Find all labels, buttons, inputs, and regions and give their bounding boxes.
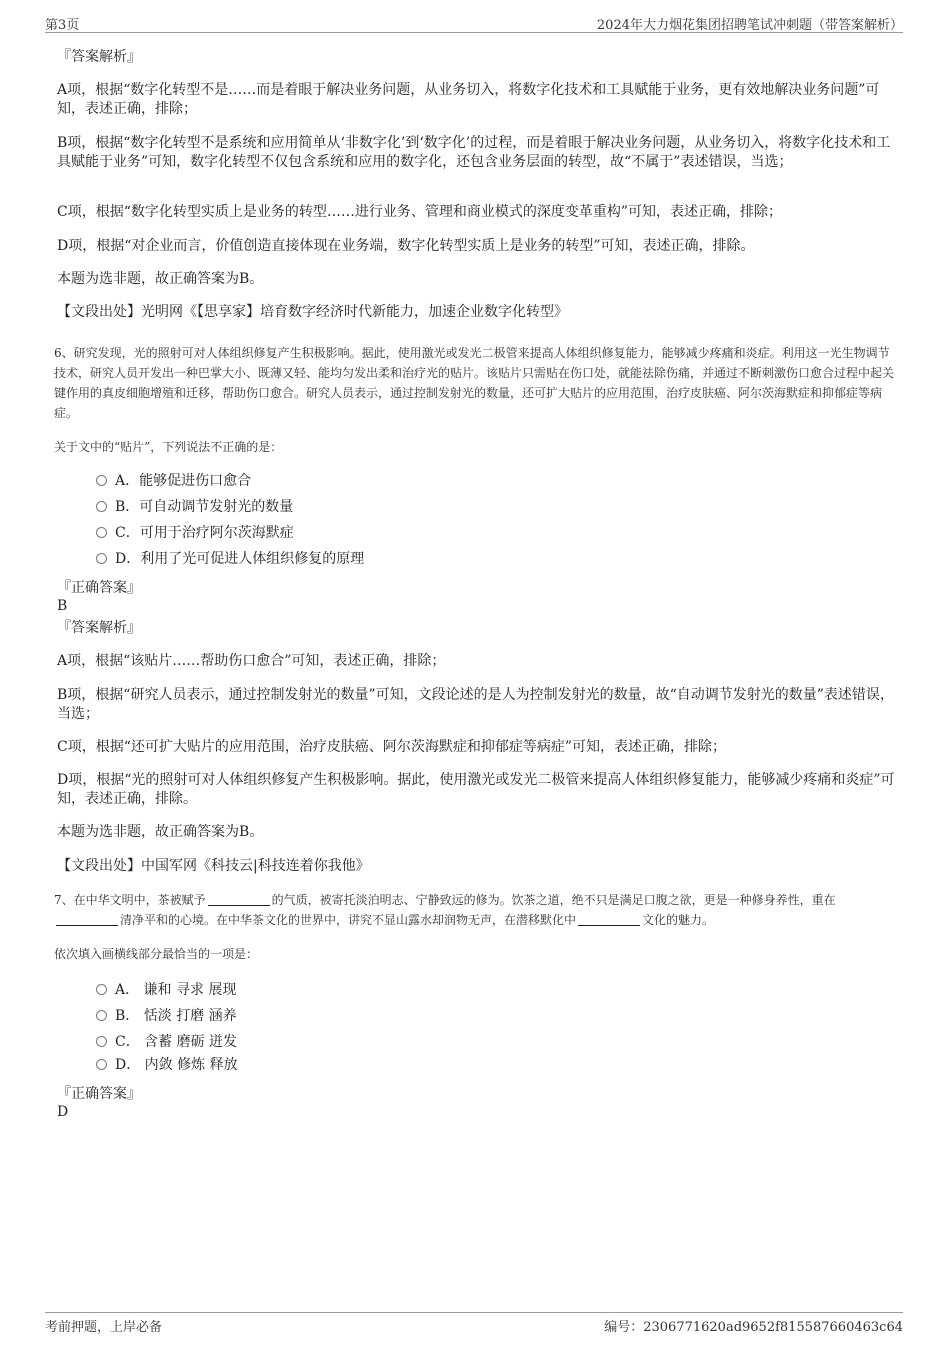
q6-source: 【文段出处】中国军网《科技云|科技连着你我他》 — [57, 858, 370, 874]
radio-icon[interactable] — [96, 1010, 107, 1021]
q6-option-b[interactable]: B．可自动调节发射光的数量 — [96, 497, 293, 517]
q6-option-a[interactable]: A．能够促进伤口愈合 — [96, 471, 251, 491]
q5-analysis-title: 『答案解析』 — [57, 49, 141, 65]
q7-passage: 7、在中华文明中，茶被赋予 的气质，被寄托淡泊明志、宁静致远的修为。饮茶之道，绝不只是满足口腹之欲，更是一种修身养性，重在清净平和的心境。在中华茶文化的世界中，讲究不显山露水却润物无声，在潜移默化中 文化的魅力。 — [54, 893, 836, 927]
q5-analysis-a: A项，根据“数字化转型不是……而是着眼于解决业务问题，从业务切入，将数字化技术和工具赋能于业务，更有效地解决业务问题”可知，表述正确，排除； — [57, 82, 880, 117]
document-title: 2024年大力烟花集团招聘笔试冲刺题（带答案解析） — [596, 18, 903, 33]
q5-analysis-c: C项，根据“数字化转型实质上是业务的转型……进行业务、管理和商业模式的深度变革重构”可知，表述正确，排除； — [57, 204, 783, 220]
radio-icon[interactable] — [96, 501, 107, 512]
q6-analysis-c: C项，根据“还可扩大贴片的应用范围，治疗皮肤癌、阿尔茨海默症和抑郁症等病症”可知，表述正确，排除； — [57, 739, 727, 755]
radio-icon[interactable] — [96, 475, 107, 486]
q7-option-a[interactable]: A． 谦和 寻求 展现 — [96, 980, 236, 1000]
q5-analysis-d: D项，根据“对企业而言，价值创造直接体现在业务端，数字化转型实质上是业务的转型”可知，表述正确，排除。 — [57, 238, 755, 254]
q6-question: 关于文中的“贴片”，下列说法不正确的是： — [54, 440, 283, 454]
q6-analysis-title: 『答案解析』 — [57, 620, 141, 636]
q6-conclusion: 本题为选非题，故正确答案为B。 — [57, 824, 264, 840]
q6-passage: 6、研究发现，光的照射可对人体组织修复产生积极影响。据此，使用激光或发光二极管来提高人体组织修复能力，能够减少疼痛和炎症。利用这一光生物调节技术，研究人员开发出一种巴掌大小、既薄又轻、能均匀发出柔和治疗光的贴片。该贴片只需贴在伤口处，就能祛除伤痛，并通过不断刺激伤口愈合过程中起关键作用的真皮细胞增殖和迁移，帮助伤口愈合。研究人员表示，通过控制发射光的数量，还可扩大贴片的应用范围，治疗皮肤癌、阿尔茨海默症和抑郁症等病症。 — [54, 346, 895, 420]
q7-question: 依次填入画横线部分最恰当的一项是： — [54, 947, 259, 961]
q6-analysis-d: D项，根据“光的照射可对人体组织修复产生积极影响。据此，使用激光或发光二极管来提高人体组织修复能力，能够减少疼痛和炎症”可知，表述正确，排除。 — [57, 772, 895, 807]
footer-slogan: 考前押题，上岸必备 — [45, 1320, 163, 1335]
page-header — [45, 14, 903, 33]
radio-icon[interactable] — [96, 1036, 107, 1047]
q7-option-c[interactable]: C． 含蓄 磨砺 迸发 — [96, 1032, 237, 1052]
q5-conclusion: 本题为选非题，故正确答案为B。 — [57, 271, 264, 287]
q6-analysis-b: B项，根据“研究人员表示，通过控制发射光的数量”可知，文段论述的是人为控制发射光的数量，故“自动调节发射光的数量”表述错误，当选； — [57, 687, 894, 722]
q7-answer: D — [57, 1104, 69, 1120]
q6-analysis-a: A项，根据“该贴片……帮助伤口愈合”可知，表述正确，排除； — [57, 653, 446, 669]
page-footer — [45, 1312, 903, 1335]
q6-option-d[interactable]: D．利用了光可促进人体组织修复的原理 — [96, 549, 364, 569]
q5-source: 【文段出处】光明网《【思享家】培育数字经济时代新能力，加速企业数字化转型》 — [57, 304, 568, 320]
document-id: 编号：2306771620ad9652f815587660463c64 — [604, 1320, 903, 1335]
q5-analysis-b: B项，根据“数字化转型不是系统和应用简单从‘非数字化’到‘数字化’的过程，而是着眼于解决业务问题，从业务切入，将数字化技术和工具赋能于业务”可知，数字化转型不仅包含系统和应用的数字化，还包含业务层面的转型，故“不属于”表述错误，当选； — [57, 135, 891, 170]
fill-blank-2 — [56, 913, 118, 926]
q6-answer: B — [57, 598, 68, 614]
q7-option-b[interactable]: B． 恬淡 打磨 涵养 — [96, 1006, 237, 1026]
radio-icon[interactable] — [96, 553, 107, 564]
q6-answer-title: 『正确答案』 — [57, 580, 141, 596]
fill-blank-1 — [208, 893, 270, 906]
q7-answer-title: 『正确答案』 — [57, 1086, 141, 1102]
radio-icon[interactable] — [96, 984, 107, 995]
radio-icon[interactable] — [96, 527, 107, 538]
radio-icon[interactable] — [96, 1059, 107, 1070]
fill-blank-3 — [578, 913, 640, 926]
q6-option-c[interactable]: C．可用于治疗阿尔茨海默症 — [96, 523, 294, 543]
page-number: 第3页 — [45, 18, 80, 33]
q7-option-d[interactable]: D． 内敛 修炼 释放 — [96, 1055, 238, 1075]
